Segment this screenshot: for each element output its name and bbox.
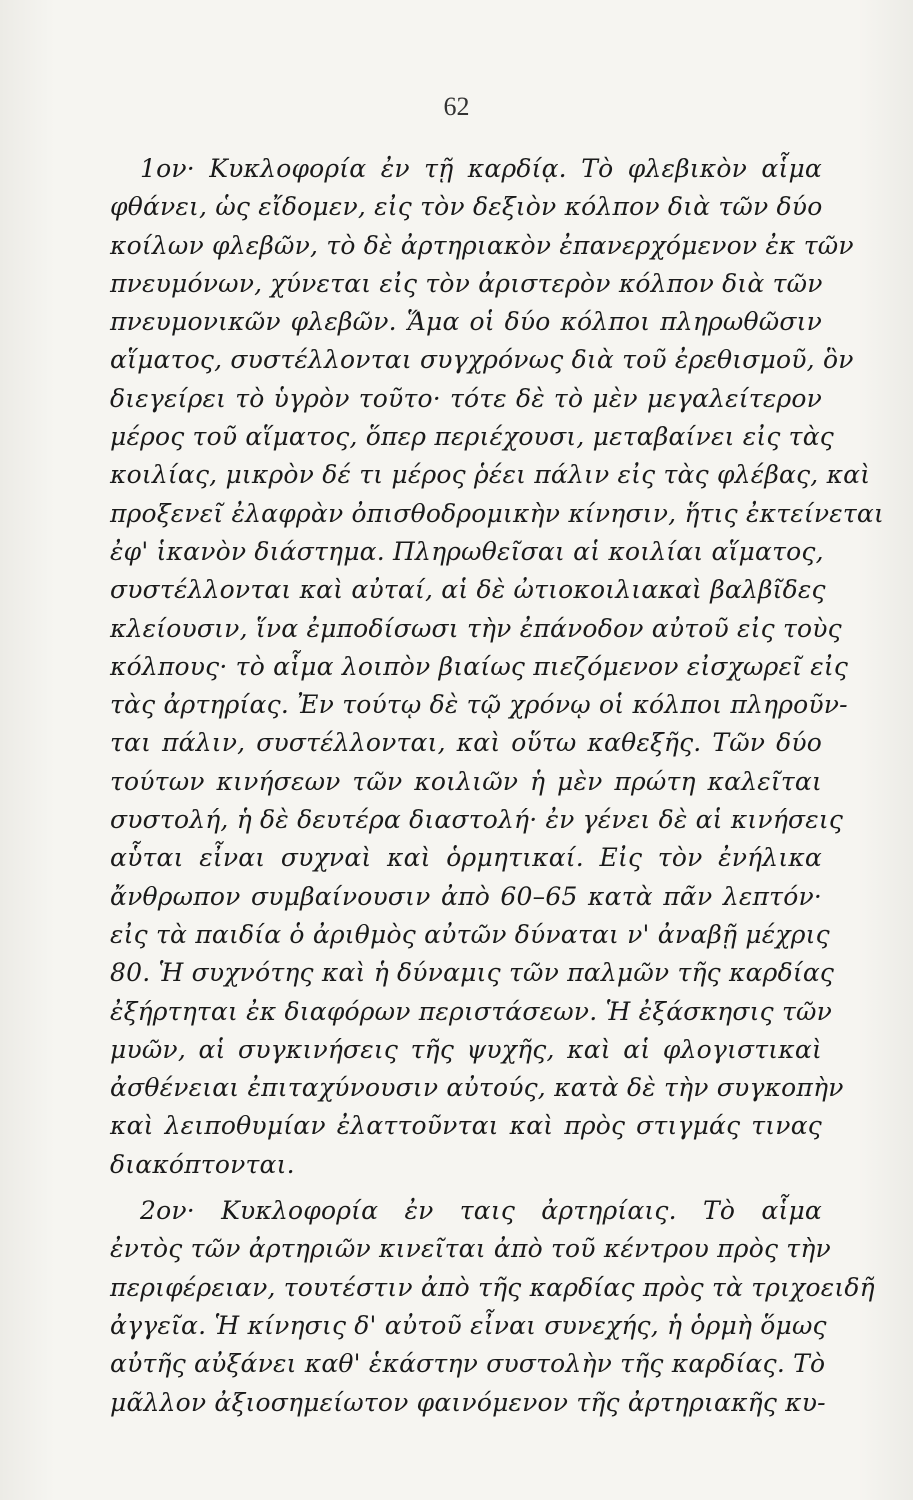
text-line: ἄνθρωπον συμβαίνουσιν ἀπὸ 60–65 κατὰ πᾶν λεπτόν· xyxy=(110,881,822,911)
text-line: ἐφ' ἱκανὸν διάστημα. Πληρωθεῖσαι αἱ κοιλίαι αἵματος, xyxy=(110,536,824,566)
text-line: περιφέρειαν, τουτέστιν ἀπὸ τῆς καρδίας πρὸς τὰ τριχοειδῆ xyxy=(110,1272,875,1302)
paragraph-heart-circulation xyxy=(110,150,884,1184)
text-line: προξενεῖ ἐλαφρὰν ὀπισθοδρομικὴν κίνησιν, ἥτις ἐκτείνεται xyxy=(110,498,884,528)
text-line: αὗται εἶναι συχναὶ καὶ ὁρμητικαί. Εἰς τὸν ἐνήλικα xyxy=(110,843,822,873)
text-line: μέρος τοῦ αἵματος, ὅπερ περιέχουσι, μεταβαίνει εἰς τὰς xyxy=(110,422,834,452)
body-text xyxy=(110,150,884,1422)
text-line: ἐντὸς τῶν ἀρτηριῶν κινεῖται ἀπὸ τοῦ κέντρου πρὸς τὴν xyxy=(110,1234,831,1264)
text-line: μᾶλλον ἀξιοσημείωτον φαινόμενον τῆς ἀρτηριακῆς κυ- xyxy=(110,1387,826,1417)
text-line: φθάνει, ὡς εἴδομεν, εἰς τὸν δεξιὸν κόλπον διὰ τῶν δύο xyxy=(110,192,823,222)
text-line: ται πάλιν, συστέλλονται, καὶ οὕτω καθεξῆς. Τῶν δύο xyxy=(110,728,822,758)
paragraph-artery-circulation xyxy=(110,1192,875,1422)
paragraph-gap xyxy=(110,1184,822,1192)
text-line: κοίλων φλεβῶν, τὸ δὲ ἀρτηριακὸν ἐπανερχόμενον ἐκ τῶν xyxy=(110,230,854,260)
text-line: κλείουσιν, ἵνα ἐμποδίσωσι τὴν ἐπάνοδον αὐτοῦ εἰς τοὺς xyxy=(110,613,842,643)
text-line: ἐξήρτηται ἐκ διαφόρων περιστάσεων. Ἡ ἐξάσκησις τῶν xyxy=(110,996,832,1026)
text-line: τούτων κινήσεων τῶν κοιλιῶν ἡ μὲν πρώτη καλεῖται xyxy=(110,766,822,796)
page-number: 62 xyxy=(443,92,470,121)
text-line: συστολή, ἡ δὲ δευτέρα διαστολή· ἐν γένει δὲ αἱ κινήσεις xyxy=(110,805,844,835)
text-line: πνευμόνων, χύνεται εἰς τὸν ἀριστερὸν κόλπον διὰ τῶν xyxy=(110,268,823,298)
text-line: 2ον· Κυκλοφορία ἐν ταις ἀρτηρίαις. Τὸ αἷμα xyxy=(140,1196,822,1226)
text-line: διεγείρει τὸ ὑγρὸν τοῦτο· τότε δὲ τὸ μὲν μεγαλείτερον xyxy=(110,383,822,413)
text-line: καὶ λειποθυμίαν ἐλαττοῦνται καὶ πρὸς στιγμάς τινας xyxy=(110,1111,822,1141)
text-line: συστέλλονται καὶ αὐταί, αἱ δὲ ὠτιοκοιλιακαὶ βαλβῖδες xyxy=(110,575,826,605)
text-line: εἰς τὰ παιδία ὁ ἀριθμὸς αὐτῶν δύναται ν' ἀναβῇ μέχρις xyxy=(110,919,830,949)
text-line: μυῶν, αἱ συγκινήσεις τῆς ψυχῆς, καὶ αἱ φλογιστικαὶ xyxy=(110,1034,822,1064)
text-line: τὰς ἀρτηρίας. Ἐν τούτῳ δὲ τῷ χρόνῳ οἱ κόλποι πληροῦν- xyxy=(110,690,848,720)
text-line: ἀσθένειαι ἐπιταχύνουσιν αὐτούς, κατὰ δὲ τὴν συγκοπὴν xyxy=(110,1073,844,1103)
text-line: 80. Ἡ συχνότης καὶ ἡ δύναμις τῶν παλμῶν τῆς καρδίας xyxy=(110,958,835,988)
text-line: 1ον· Κυκλοφορία ἐν τῇ καρδίᾳ. Τὸ φλεβικὸν αἷμα xyxy=(140,154,822,183)
text-line: αὐτῆς αὐξάνει καθ' ἑκάστην συστολὴν τῆς καρδίας. Τὸ xyxy=(110,1349,826,1379)
text-line: αἵματος, συστέλλονται συγχρόνως διὰ τοῦ ἐρεθισμοῦ, ὃν xyxy=(110,345,854,375)
text-line: κοιλίας, μικρὸν δέ τι μέρος ῥέει πάλιν εἰς τὰς φλέβας, καὶ xyxy=(110,460,871,490)
text-line: πνευμονικῶν φλεβῶν. Ἅμα οἱ δύο κόλποι πληρωθῶσιν xyxy=(110,307,822,337)
text-line: κόλπους· τὸ αἷμα λοιπὸν βιαίως πιεζόμενον εἰσχωρεῖ εἰς xyxy=(110,651,849,681)
text-line: διακόπτονται. xyxy=(110,1149,295,1179)
text-line: ἀγγεῖα. Ἡ κίνησις δ' αὐτοῦ εἶναι συνεχής, ἡ ὁρμὴ ὅμως xyxy=(110,1310,827,1340)
